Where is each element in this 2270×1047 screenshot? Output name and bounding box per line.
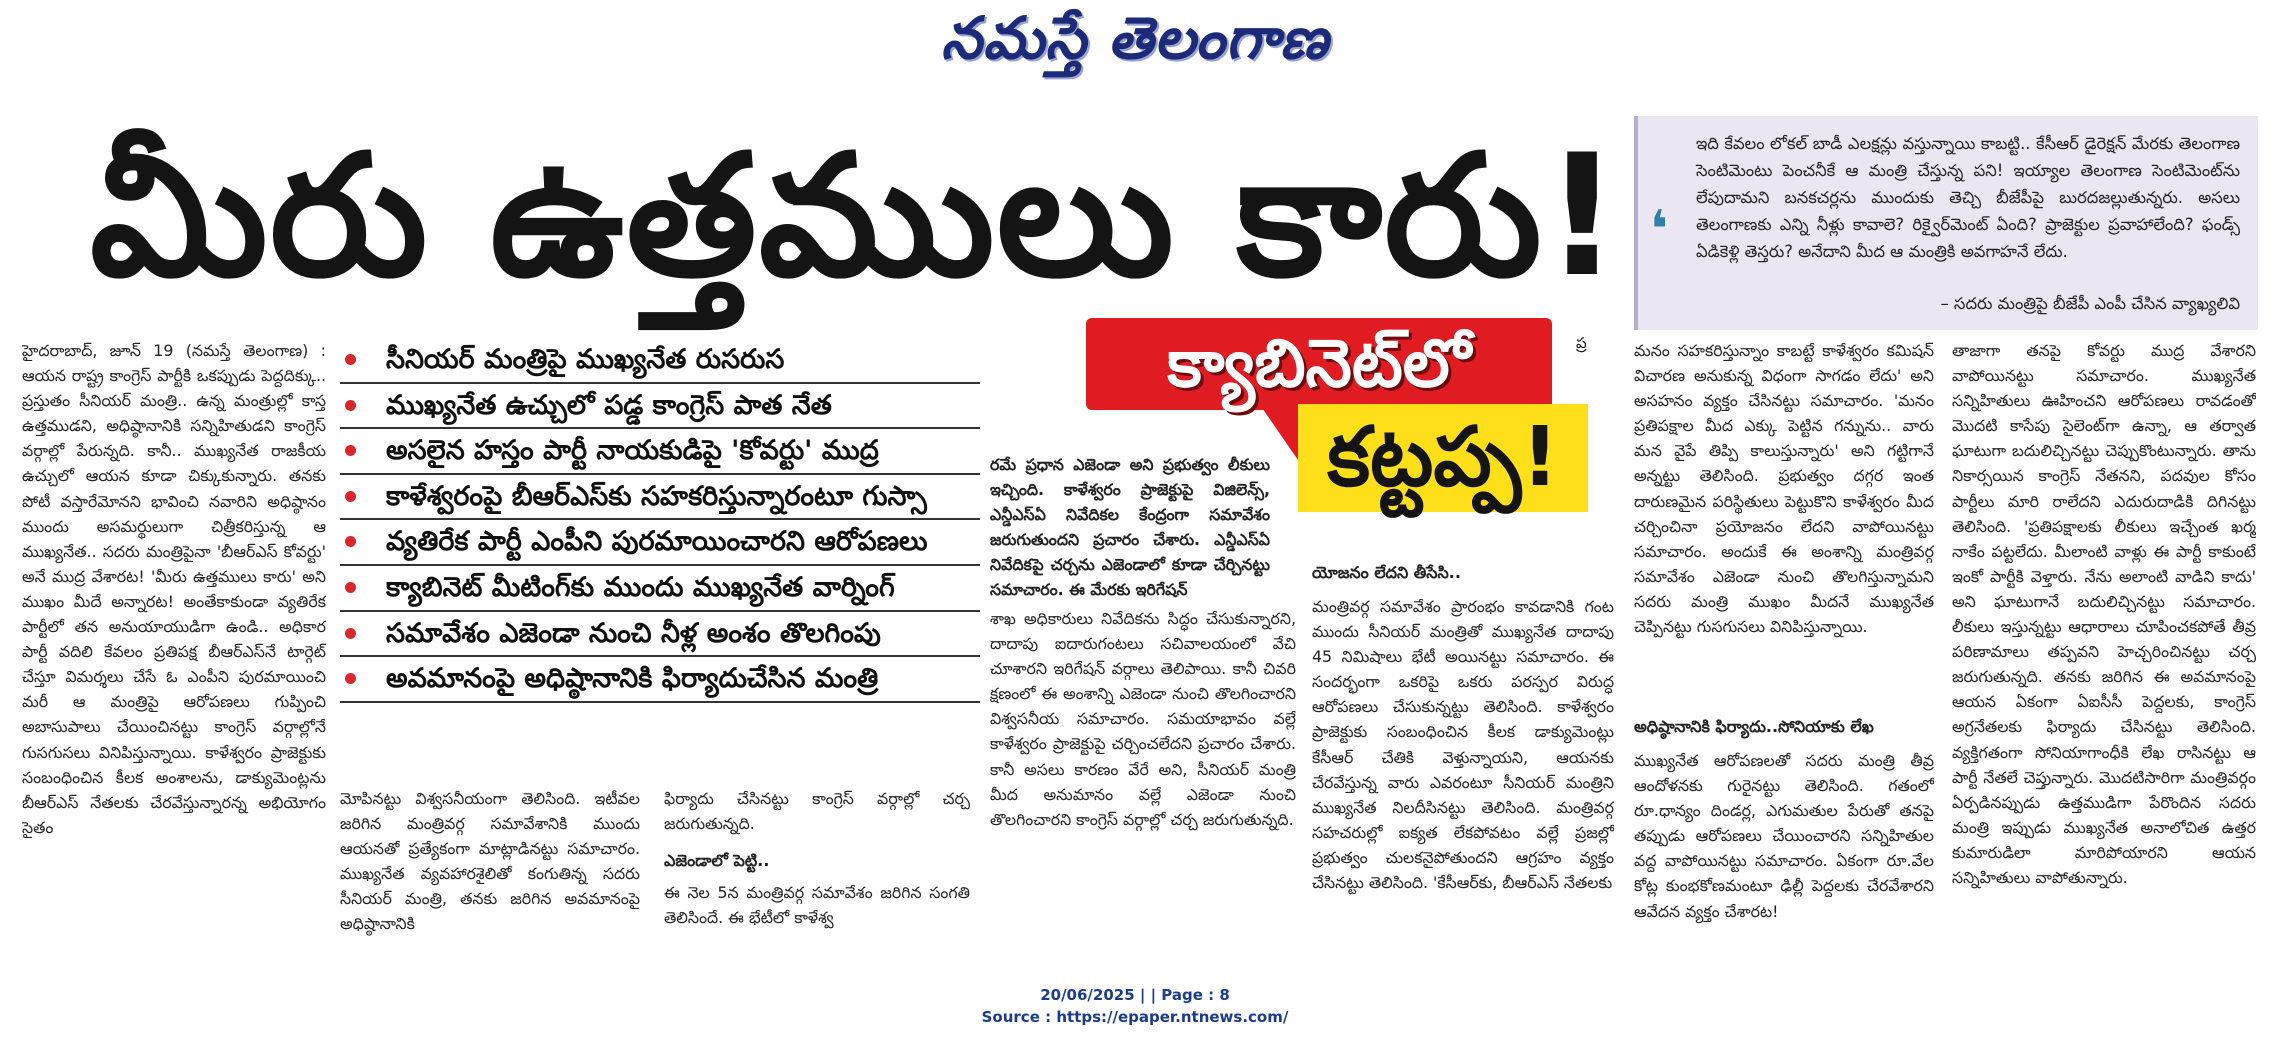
newspaper-masthead: నమస్తే తెలంగాణ <box>941 4 1329 72</box>
article-column-4: శాఖ అధికారులు నివేదికను సిద్ధం చేసుకున్నారని, దాదాపు ఐదారుగంటలు సచివాలయంలో వేచి చూశారని ఇరిగేషన్ వర్గాలు తెలిపాయి. కానీ చివరి క్షణంలో ఈ అంశాన్ని ఎజెండా నుంచి తొలగించారని విశ్వసనీయ సమాచారం. సమయాభావం వల్లే కాళేశ్వరం ప్రాజెక్టుపై చర్చించలేదని ప్రచారం చేశారు. కానీ అసలు కారణం వేరే అని, సీనియర్ మంత్రి మీద అనుమానం వల్లే ఎజెండా నుంచి తొలగించారని కాంగ్రెస్ వర్గాల్లో చర్చ జరుగుతున్నది. <box>990 609 1296 829</box>
article-column-6b: ముఖ్యనేత ఆరోపణలతో సదరు మంత్రి తీవ్ర ఆందోళనకు గురైనట్టు తెలిసింది. గతంలో రూ.ధాన్యం దిండర్ల, ఎగుమతుల పేరుతో తనపై తప్పుడు ఆరోపణలు చేయించారని సన్నిహితుల వద్ద వాపోయినట్టు సమాచారం. ఏకంగా రూ.వేల కోట్ల కుంభకోణమంటూ ఢిల్లీ పెద్దలకు చేరవేశారని ఆవేదన వ్యక్తం చేశారట! <box>1634 751 1934 921</box>
bullet-dot-icon <box>345 582 356 593</box>
bullet-text: క్యాబినెట్ మీటింగ్‌కు ముందు ముఖ్యనేత వార్నింగ్ <box>386 571 895 603</box>
bullet-text: కాళేశ్వరంపై బీఆర్ఎస్‌కు సహకరిస్తున్నారంటూ గుస్సా <box>386 480 927 512</box>
article-column-5: మంత్రివర్గ సమావేశం ప్రారంభం కావడానికి గంట ముందు సీనియర్ మంత్రితో ముఖ్యనేత దాదాపు 45 నిమిషాలు భేటీ అయినట్టు సమాచారం. ఈ సందర్భంగా ఒకరిపై ఒకరు పరస్పర విరుద్ధ ఆరోపణలు చేసుకున్నట్టు తెలిసింది. కాళేశ్వరం ప్రాజెక్టుకు సంబంధించిన కీలక డాక్యుమెంట్లు కేసీఆర్ చేతికి వెళ్తున్నాయని, ఆయనకు చేరవేస్తున్న వారు ఎవరంటూ సీనియర్ మంత్రిని ముఖ్యనేత నిలదీసినట్టు తెలిసింది. మంత్రివర్గ సహచరుల్లో ఐక్యత లేకపోవటం వల్లే ప్రజల్లో ప్రభుత్వం చులకనైపోతుందని ఆగ్రహం వ్యక్తం చేసినట్టు తెలిసింది. 'కేసీఆర్‌కు, బీఆర్ఎస్ నేతలకు <box>1312 597 1614 893</box>
bullet-text: ముఖ్యనేత ఉచ్చులో పడ్డ కాంగ్రెస్ పాత నేత <box>386 389 832 421</box>
bullet-text: సమావేశం ఎజెండా నుంచి నీళ్ల అంశం తొలగింపు <box>386 617 881 649</box>
article-subhead: ఎజెండాలో పెట్టి.. <box>664 851 770 870</box>
article-column-7: తాజాగా తనపై కోవర్టు ముద్ర వేశారని వాపోయినట్టు సమాచారం. ముఖ్యనేత సన్నిహితులు ఊహించని ఆరోపణలు రావడంతో మొదటి కాసేపు సైలెంట్‌గా ఉన్నా, ఆ తర్వాత ఘాటుగా బదులిచ్చినట్టు చెప్పుకొంటున్నారు. తాను నికార్సయిన కాంగ్రెస్ నేతనని, పదవుల కోసం పార్టీలు మారి రాలేదని ఎదురుదాడికి దిగినట్టు తెలిసింది. 'ప్రతిపక్షాలకు లీకులు ఇచ్చేంత ఖర్మ నాకేం పట్టలేదు. మీలాంటి వాళ్లు ఈ పార్టీ కాకుంటే ఇంకో పార్టీకి వెళ్తారు. నేను అలాంటి వాడిని కాదు' అని ఘాటుగానే బదులిచ్చినట్టు సమాచారం. లీకులు ఇస్తున్నట్టు ఆధారాలు చూపించకపోతే తీవ్ర పరిణామాలు తప్పవని హెచ్చరించినట్టు చర్చ జరుగుతున్నది. తనకు జరిగిన ఈ అవమానంపై ఆయన ఏకంగా ఏఐసీసీ పెద్దలకు, కాంగ్రెస్ అగ్రనేతలకు ఫిర్యాదు చేసినట్టు తెలిసింది. వ్యక్తిగతంగా సోనియాగాంధీకి లేఖ రాసినట్టు ఆ పార్టీ నేతలే చెప్తున్నారు. మొదటిసారిగా మంత్రివర్గం ఏర్పడినప్పుడు ఉత్తముడిగా పేరొందిన సదరు మంత్రి ఇప్పుడు ముఖ్యనేత అనాలోచిత ఉత్తర కుమారుడిలా మారిపోయారని ఆయన సన్నిహితులు వాపోతున్నారు. <box>1952 341 2256 887</box>
article-subhead: యోజనం లేదని తీసేసి.. <box>1312 563 1461 582</box>
cabinet-badge-line2: కట్టప్ప! <box>1298 404 1588 512</box>
article-column-1: హైదరాబాద్, జూన్ 19 (నమస్తే తెలంగాణ) : ఆయన రాష్ట్ర కాంగ్రెస్ పార్టీకి ఒకప్పుడు పెద్దదిక్కు.. ప్రస్తుతం సీనియర్ మంత్రి.. ఉన్న మంత్రుల్లో కాస్త ఉత్తముడని, అధిష్ఠానానికి సన్నిహితుడని కాంగ్రెస్ వర్గాల్లో పేరున్నది. కానీ.. ముఖ్యనేత రాజకీయ ఉచ్చులో ఆయన కూడా చిక్కుకున్నారు. తనకు పోటీ వస్తారేమోనని భావించి నవారిని అధిష్ఠానం ముందు అసమర్థులుగా చిత్రీకరిస్తున్న ఆ ముఖ్యనేత.. సదరు మంత్రిపైనా 'బీఆర్ఎస్ కోవర్టు' అనే ముద్ర వేశారట! 'మీరు ఉత్తములు కారు' అని ముఖం మీదే అన్నారట! అంతేకాకుండా వ్యతిరేక పార్టీలో తన అనుయాయుడిగా ఉండి.. అధికార పార్టీ వదిలి కేవలం ప్రతిపక్ష బీఆర్ఎస్‌నే టార్గెట్ చేస్తూ విమర్శలు చేసే ఓ ఎంపీని పురమాయించి మరీ ఆ మంత్రిపై ఆరోపణలు గుప్పించి అబాసుపాలు చేయించినట్టు కాంగ్రెస్ వర్గాల్లోనే గుసగుసలు వినిపిస్తున్నాయి. కాళేశ్వరం ప్రాజెక్టుకు సంబంధించిన కీలక అంశాలను, డాక్యుమెంట్లను బీఆర్ఎస్ నేతలకు చేరవేస్తున్నారన్న అభియోగం సైతం <box>22 341 326 837</box>
bullet-text: అవమానంపై అధిష్ఠానానికి ఫిర్యాదుచేసిన మంత్రి <box>386 663 879 695</box>
quote-mark-icon: ❛ <box>1650 200 1669 260</box>
bullet-dot-icon <box>345 445 356 456</box>
bullet-item <box>340 657 980 703</box>
quote-attribution: – సదరు మంత్రిపై బీజేపీ ఎంపీ చేసిన వ్యాఖ్యలివి <box>1940 294 2240 313</box>
article-column-4-lead: రమే ప్రధాన ఎజెండా అని ప్రభుత్వం లీకులు ఇచ్చింది. కాళేశ్వరం ప్రాజెక్టుపై విజిలెన్స్, ఎన్డీఎస్ఏ నివేదికల కేంద్రంగా సమావేశం జరుగుతుందని ప్రచారం చేశారు. ఎన్డీఎస్ఏ నివేదికపై చర్చను ఎజెండాలో కూడా చేర్చినట్టు సమాచారం. ఈ మేరకు ఇరిగేషన్ <box>990 455 1270 600</box>
bullet-dot-icon <box>345 536 356 547</box>
bullet-item <box>340 338 980 384</box>
bullet-text: వ్యతిరేక పార్టీ ఎంపీని పురమాయించారని ఆరోపణలు <box>386 526 928 558</box>
article-subhead: అధిష్ఠానానికి ఫిర్యాదు..సోనియాకు లేఖ <box>1634 717 1874 736</box>
article-column-3b: ఈ నెల 5న మంత్రివర్గ సమావేశం జరిగిన సంగతి తెలిసిందే. ఈ భేటీలో కాళేశ్వ <box>664 883 970 928</box>
page-headline: మీరు ఉత్తములు కారు! <box>90 118 1623 314</box>
bullet-item <box>340 384 980 430</box>
article-column-6: మనం సహకరిస్తున్నాం కాబట్టే కాళేశ్వరం కమిషన్ విచారణ అనుకున్న విధంగా సాగడం లేదు' అని అసహనం వ్యక్తం చేసినట్టు సమాచారం. 'మనం ప్రతిపక్షాల మీద ఎక్కు పెట్టిన గన్నును.. వారు మన వైపే తిప్పి కాలుస్తున్నారు' అని గట్టిగానే అన్నట్టు తెలిసింది. ప్రభుత్వం దగ్గర ఇంత దారుణమైన పరిస్థితులు పెట్టుకొని కాళేశ్వరం మీద చర్చించినా ప్రయోజనం లేదని వాపోయినట్టు సమాచారం. అందుకే ఈ అంశాన్ని మంత్రివర్గ సమావేశం ఎజెండా నుంచి తొలగిస్తున్నామని సదరు మంత్రి ముఖం మీదనే ముఖ్యనేత చెప్పినట్టు గుసగుసలు వినిపిస్తున్నాయి. <box>1634 341 1934 637</box>
bullet-dot-icon <box>345 354 356 365</box>
bullet-item <box>340 475 980 521</box>
bullet-item <box>340 429 980 475</box>
bullet-dot-icon <box>345 673 356 684</box>
bullet-item <box>340 612 980 658</box>
bullet-item <box>340 520 980 566</box>
cabinet-badge-line1: క్యాబినెట్‌లో <box>1086 318 1552 410</box>
quote-text: ఇది కేవలం లోకల్ బాడీ ఎలక్షన్లు వస్తున్నాయి కాబట్టి.. కేసీఆర్ డైరెక్షన్ మేరకు తెలంగాణ సెంటిమెంటు పెంచనీకే ఆ మంత్రి చేస్తున్న పని! ఇయ్యాల తెలంగాణ సెంటిమెంట్‌ను లేపుదామని బనకచర్లను ముందుకు తెచ్చి బీజేపీపై బురదజల్లుతున్నరు. అసలు తెలంగాణకు ఎన్ని నీళ్లు కావాలె? రిక్వైర్‌మెంట్ ఏంది? ప్రాజెక్టుల ప్రవాహాలేంది? ఫండ్స్ ఏడికెళ్లి తెస్తరు? అనేదాని మీద ఆ మంత్రికి అవగాహనే లేదు. <box>1696 134 2240 261</box>
footer-date-page: 20/06/2025 | | Page : 8 <box>1040 986 1230 1004</box>
bullet-dot-icon <box>345 628 356 639</box>
article-column-2: మోపినట్టు విశ్వసనీయంగా తెలిసింది. ఇటీవల జరిగిన మంత్రివర్గ సమావేశానికి ముందు ఆయనతో ప్రత్యేకంగా మాట్లాడినట్టు సమాచారం. ముఖ్యనేత వ్యవహారశైలితో కంగుతిన్న సదరు సీనియర్ మంత్రి, తనకు జరిగిన అవమానంపై అధిష్ఠానానికి <box>340 789 640 934</box>
stray-character: ప్ర <box>1576 334 1587 352</box>
bullet-dot-icon <box>345 491 356 502</box>
bullet-item <box>340 566 980 612</box>
article-column-3: ఫిర్యాదు చేసినట్టు కాంగ్రెస్ వర్గాల్లో చర్చ జరుగుతున్నది. <box>664 789 970 834</box>
bullet-text: అసలైన హస్తం పార్టీ నాయకుడిపై 'కోవర్టు' ముద్ర <box>386 435 879 467</box>
highlight-bullets <box>340 338 980 703</box>
bullet-text: సీనియర్ మంత్రిపై ముఖ్యనేత రుసరుస <box>386 344 785 375</box>
bullet-dot-icon <box>345 400 356 411</box>
footer-source-link[interactable]: Source : https://epaper.ntnews.com/ <box>981 1008 1289 1026</box>
